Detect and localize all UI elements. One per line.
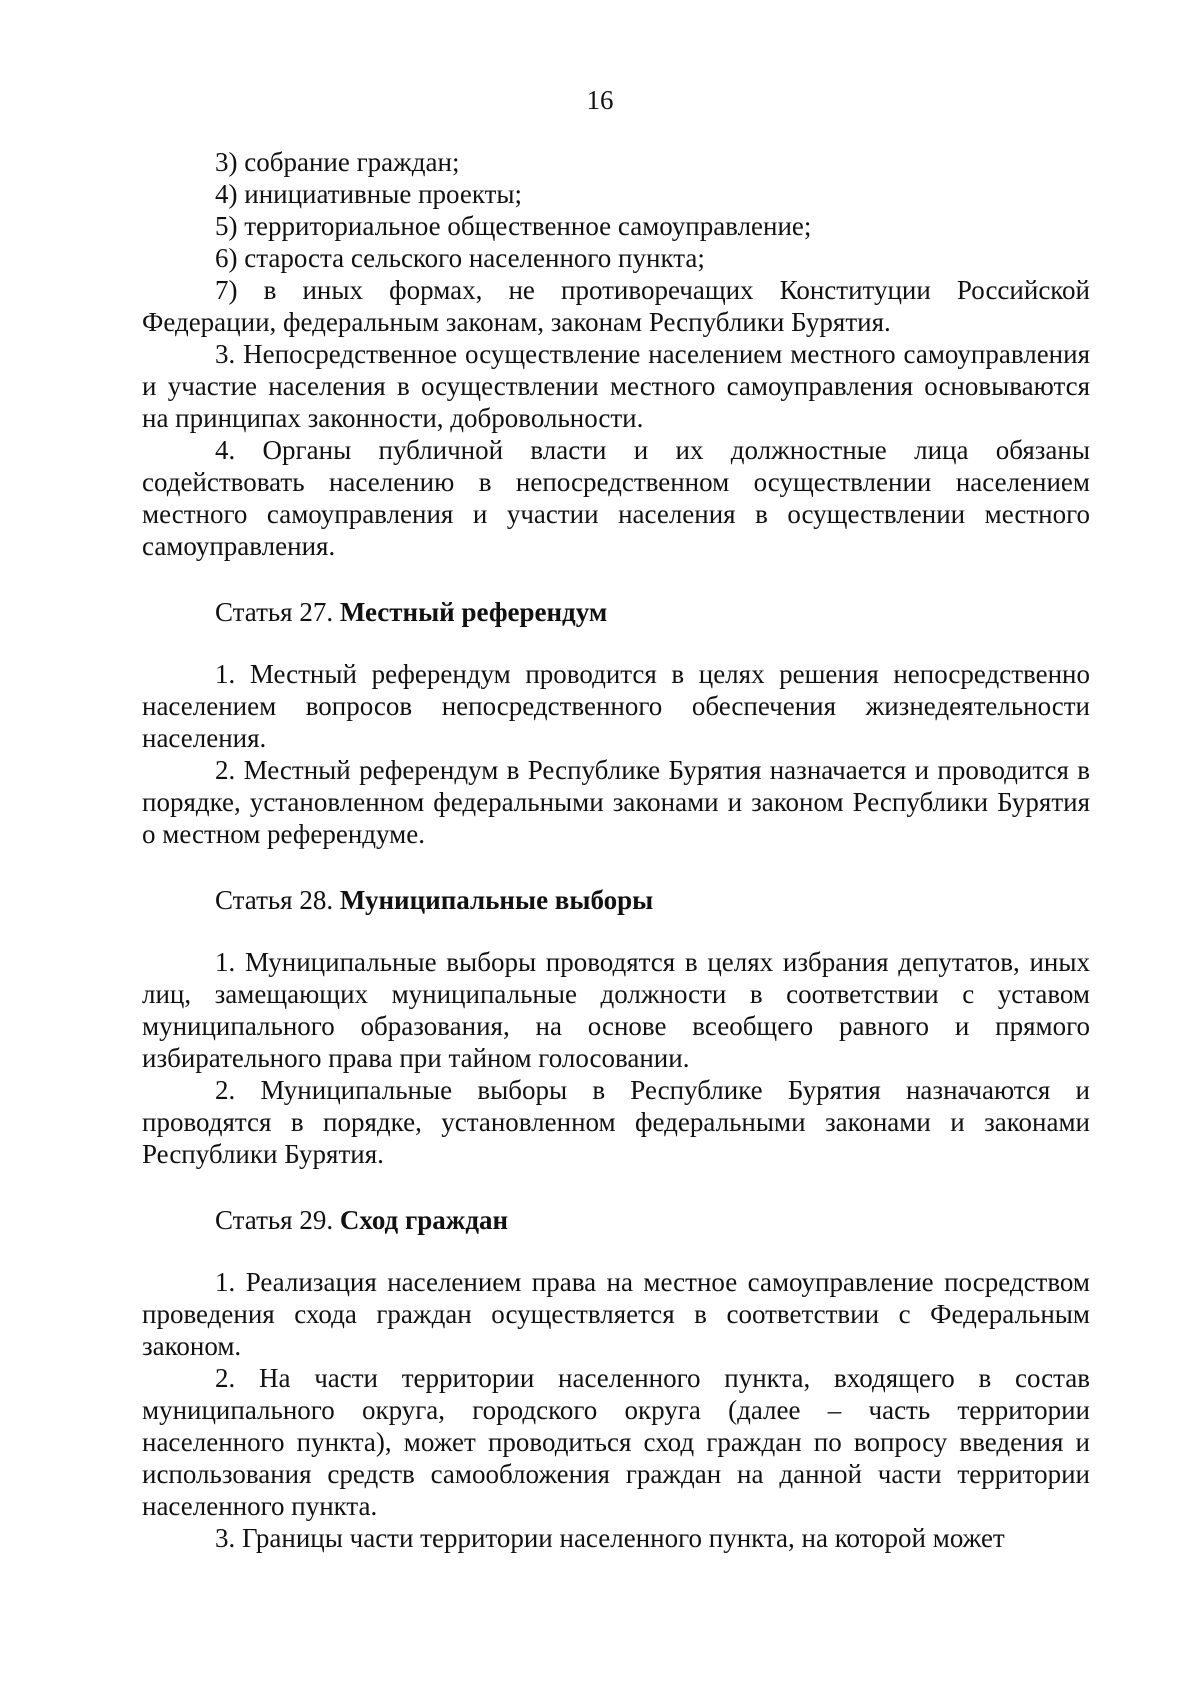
article-29-paragraph-2: 2. На части территории населенного пункта, входящего в состав муниципального округа, городского округа (далее – часть территории населенного пункта), может проводиться сход граждан по вопросу введения и использования средств самообложения граждан на данной части территории населенного пункта. xyxy=(142,1363,1090,1521)
spacer xyxy=(142,1236,1090,1266)
article-27-paragraph-2: 2. Местный референдум в Республике Бурятия назначается и проводится в порядке, установленном федеральными законами и законом Республики Бурятия о местном референдуме. xyxy=(142,755,1090,849)
list-item-7: 7) в иных формах, не противоречащих Конституции Российской Федерации, федеральным законам, законам Республики Бурятия. xyxy=(142,275,1090,337)
paragraph-4: 4. Органы публичной власти и их должностные лица обязаны содействовать населению в непосредственном осуществлении населением местного самоуправления и участии населения в осуществлении местного самоуправления. xyxy=(142,435,1090,561)
article-29-prefix: Статья 29. xyxy=(215,1205,340,1235)
list-item-3: 3) собрание граждан; xyxy=(215,147,460,177)
spacer xyxy=(142,850,1090,884)
article-29-paragraph-3: 3. Границы части территории населенного пункта, на которой может xyxy=(215,1523,1005,1553)
article-29-paragraph-1: 1. Реализация населением права на местное самоуправление посредством проведения схода граждан осуществляется в соответствии с Федеральным законом. xyxy=(142,1267,1090,1361)
article-28-paragraph-2: 2. Муниципальные выборы в Республике Бурятия назначаются и проводятся в порядке, установленном федеральными законами и законами Республики Бурятия. xyxy=(142,1075,1090,1169)
article-28-paragraph-1: 1. Муниципальные выборы проводятся в целях избрания депутатов, иных лиц, замещающих муниципальные должности в соответствии с уставом муниципального образования, на основе всеобщего равного и прямого избирательного права при тайном голосовании. xyxy=(142,947,1090,1073)
paragraph-3: 3. Непосредственное осуществление населением местного самоуправления и участие населения в осуществлении местного самоуправления основываются на принципах законности, добровольности. xyxy=(142,339,1090,433)
spacer xyxy=(142,1170,1090,1204)
article-29-heading xyxy=(142,1204,1090,1236)
page-number: 16 xyxy=(586,85,614,115)
list-item-5: 5) территориальное общественное самоуправление; xyxy=(215,211,812,241)
spacer xyxy=(142,562,1090,596)
list-item-4: 4) инициативные проекты; xyxy=(215,179,523,209)
spacer xyxy=(142,628,1090,658)
article-27-title: Местный референдум xyxy=(339,597,608,627)
article-28-heading xyxy=(142,884,1090,916)
article-27-paragraph-1: 1. Местный референдум проводится в целях решения непосредственно населением вопросов непосредственного обеспечения жизнедеятельности населения. xyxy=(142,659,1090,753)
article-27-heading xyxy=(142,596,1090,628)
article-27-prefix: Статья 27. xyxy=(215,597,340,627)
article-28-prefix: Статья 28. xyxy=(215,885,340,915)
document-body xyxy=(142,146,1090,1554)
spacer xyxy=(142,916,1090,946)
list-item-6: 6) староста сельского населенного пункта; xyxy=(215,243,705,273)
article-28-title: Муниципальные выборы xyxy=(339,885,654,915)
article-29-title: Сход граждан xyxy=(339,1205,509,1235)
